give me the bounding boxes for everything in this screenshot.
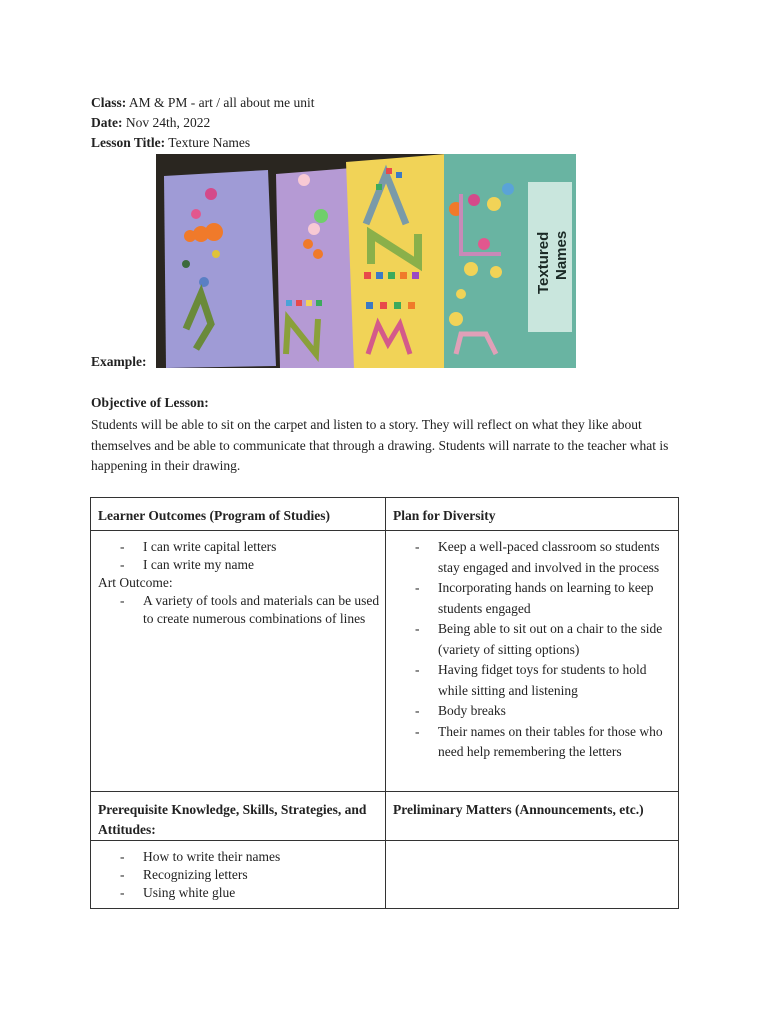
list-item: - A variety of tools and materials can be used to create numerous combinations of lines <box>91 592 385 628</box>
learner-outcomes-cell <box>91 531 386 792</box>
prerequisite-header-cell <box>91 792 386 841</box>
example-artwork-image <box>156 154 576 368</box>
list-item: - How to write their names <box>91 848 385 866</box>
objective-text: Students will be able to sit on the carpet and listen to a story. They will reflect on what they like about themselves and be able to communicate that through a drawing. Students will narrate to the teacher what is happening in their drawing. <box>91 417 669 473</box>
preliminary-header: Preliminary Matters (Announcements, etc.) <box>393 802 644 817</box>
list-item: - Keep a well-paced classroom so students stay engaged and involved in the process <box>386 537 674 578</box>
learner-outcomes-header-cell <box>91 498 386 531</box>
preliminary-cell <box>386 841 679 909</box>
learner-outcomes-header: Learner Outcomes (Program of Studies) <box>98 508 330 523</box>
diversity-header: Plan for Diversity <box>393 508 496 523</box>
date-label: Date: <box>91 115 123 130</box>
preliminary-header-cell <box>386 792 679 841</box>
list-item: - I can write my name <box>91 556 385 574</box>
date-value: Nov 24th, 2022 <box>125 115 211 130</box>
objective-heading: Objective of Lesson: <box>91 395 209 410</box>
list-item: - Incorporating hands on learning to keep students engaged <box>386 578 674 619</box>
list-item: - Having fidget toys for students to hold while sitting and listening <box>386 660 674 701</box>
class-value: AM & PM - art / all about me unit <box>128 95 315 110</box>
list-item: - Body breaks <box>386 701 674 722</box>
lesson-title-label: Lesson Title: <box>91 135 166 150</box>
art-outcome-label: Art Outcome: <box>98 575 173 590</box>
list-item: - Recognizing letters <box>91 866 385 884</box>
list-item: - Being able to sit out on a chair to the side (variety of sitting options) <box>386 619 674 660</box>
sign-text-line1: Textured <box>535 231 552 294</box>
prerequisite-cell <box>91 841 386 909</box>
example-label: Example: <box>91 354 147 369</box>
list-item: - Their names on their tables for those who need help remembering the letters <box>386 722 674 763</box>
diversity-cell <box>386 531 679 792</box>
lesson-title-line <box>91 133 250 153</box>
date-line <box>91 113 210 133</box>
list-item: - I can write capital letters <box>91 538 385 556</box>
diversity-header-cell <box>386 498 679 531</box>
lesson-plan-table <box>90 497 679 909</box>
class-line <box>91 93 315 113</box>
prerequisite-header: Prerequisite Knowledge, Skills, Strategies, and Attitudes: <box>98 802 367 837</box>
lesson-title-value: Texture Names <box>168 135 251 150</box>
sign-text-line2: Names <box>553 230 570 280</box>
art-outcomes-list <box>91 592 385 628</box>
learner-outcomes-list <box>91 538 385 574</box>
diversity-list <box>386 537 674 763</box>
list-item: - Using white glue <box>91 884 385 902</box>
class-label: Class: <box>91 95 127 110</box>
prerequisite-list <box>91 848 385 902</box>
